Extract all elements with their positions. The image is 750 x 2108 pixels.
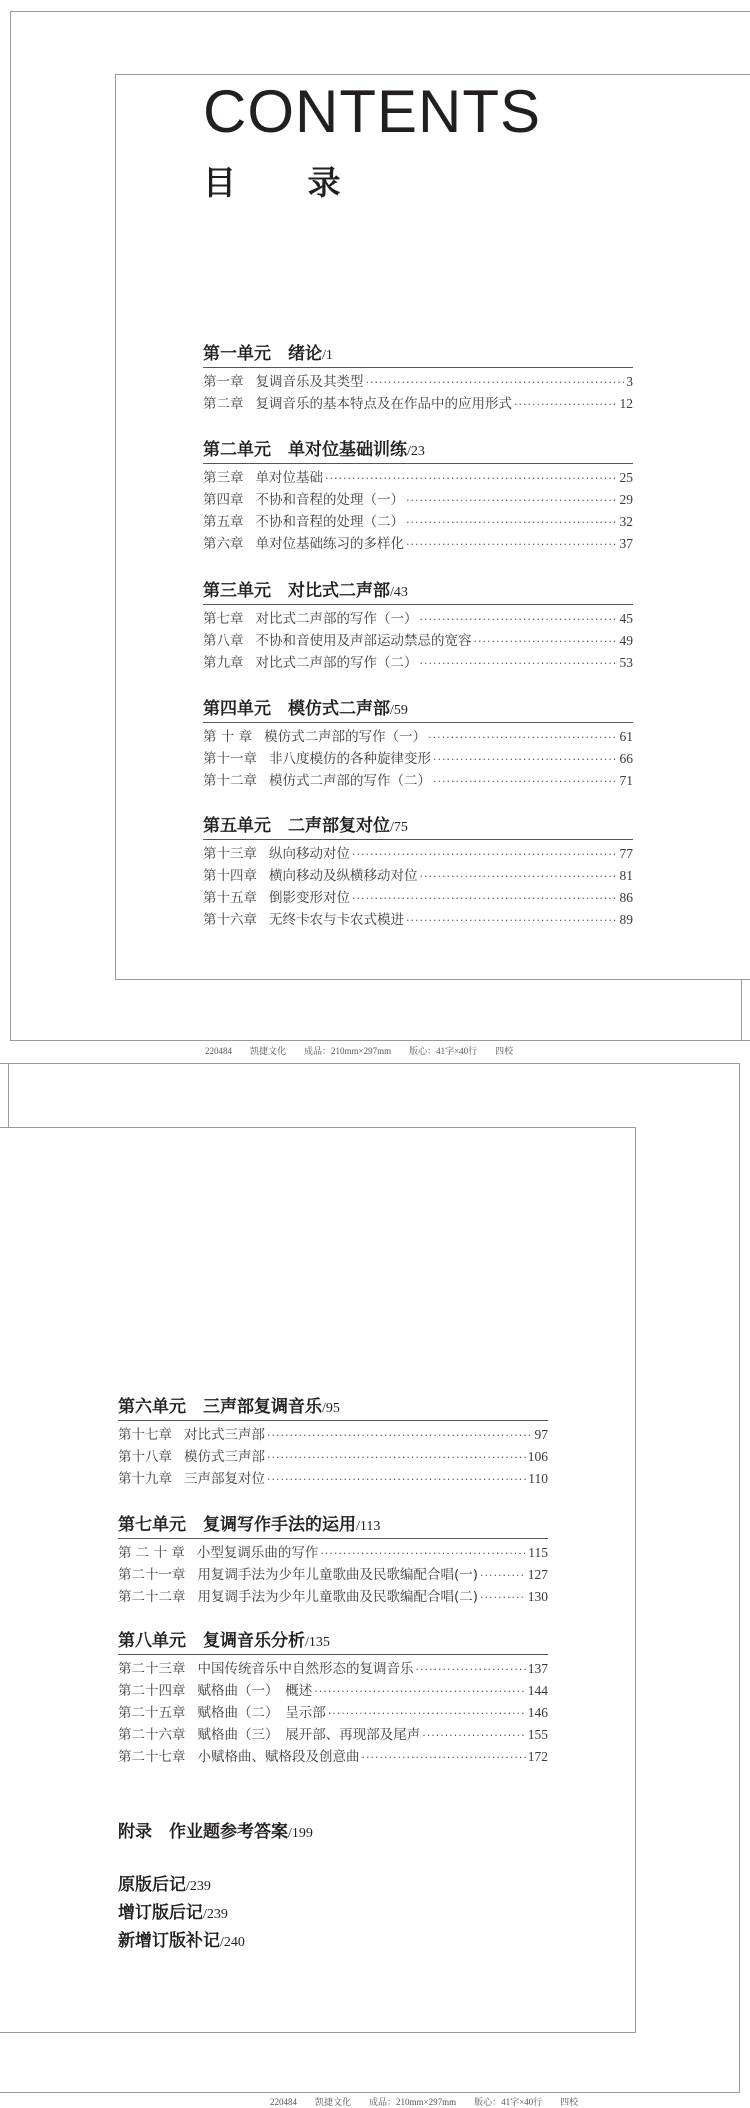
dot-leader [428,727,617,749]
dot-leader [480,1587,526,1609]
extra-page: /199 [288,1826,313,1841]
page2-right-line [739,1063,740,2093]
chapter-number: 第十四章 [203,868,257,884]
unit-page: /59 [390,703,408,718]
unit-label: 第五单元 二声部复对位 [203,816,390,836]
dot-leader [420,653,618,675]
chapter-number: 第二十二章 [118,1589,186,1605]
chapter-title: 模仿式二声部的写作（二） [269,773,431,789]
chapter-number: 第十七章 [118,1427,172,1443]
unit-heading [118,1394,548,1421]
dot-leader [406,512,618,534]
chapter-title: 倒影变形对位 [269,890,350,906]
chapter-page: 130 [527,1589,548,1604]
chapter-page: 144 [527,1683,548,1698]
extra-page: /239 [186,1879,211,1894]
chapter-number: 第四章 [203,492,244,508]
chapter-title: 赋格曲（一） 概述 [197,1683,313,1699]
dot-leader [267,1447,526,1469]
unit-heading [203,813,633,840]
toc-unit [203,578,633,674]
toc-unit [203,813,633,931]
dot-leader [267,1425,533,1447]
chapter-page: 12 [619,396,633,411]
toc-unit [118,1512,548,1608]
unit-heading [118,1628,548,1655]
toc-chapter-row[interactable] [118,1658,548,1680]
chapter-title: 小赋格曲、赋格段及创意曲 [197,1749,360,1765]
unit-page: /113 [356,1519,381,1534]
dot-leader [314,1681,526,1703]
footer-item: 成品：210mm×297mm [369,2097,457,2107]
page1-inner-frame-top [115,74,750,75]
dot-leader [416,1659,526,1681]
unit-heading [203,341,633,368]
unit-heading [118,1512,548,1539]
unit-label: 第二单元 单对位基础训练 [203,440,407,460]
chapter-number: 第八章 [203,633,244,649]
chapter-title: 对比式二声部的写作（一） [255,611,418,627]
chapter-title: 复调音乐的基本特点及在作品中的应用形式 [255,396,512,412]
toc-unit [203,437,633,555]
chapter-page: 49 [619,633,633,648]
extra-page: /240 [220,1935,245,1950]
toc-chapter-row[interactable] [203,770,633,792]
chapter-title: 不协和音使用及声部运动禁忌的宽容 [255,633,472,649]
chapter-page: 115 [528,1545,548,1560]
unit-page: /1 [322,348,333,363]
unit-label: 第七单元 复调写作手法的运用 [118,1515,356,1535]
footer-item: 凯捷文化 [315,2097,352,2107]
dot-leader [328,1703,526,1725]
toc-chapter-row[interactable] [203,843,633,865]
chapter-title: 纵向移动对位 [269,846,350,862]
page1-right-mark [741,980,742,1040]
chapter-number: 第五章 [203,514,244,530]
footer-item: 成品：210mm×297mm [304,1046,392,1056]
unit-page: /23 [407,444,425,459]
toc-chapter-row[interactable] [118,1586,548,1608]
footer-item: 四校 [560,2097,579,2107]
chapter-page: 172 [527,1749,548,1764]
page2-inner-frame-right [635,1127,636,2033]
toc-chapter-row[interactable] [118,1424,548,1446]
toc-chapter-row[interactable] [203,489,633,511]
unit-label: 第六单元 三声部复调音乐 [118,1397,322,1417]
chapter-page: 127 [527,1567,548,1582]
chapter-title: 对比式二声部的写作（二） [255,655,418,671]
toc-chapter-row[interactable] [203,909,633,931]
chapter-number: 第 十 章 [203,729,253,745]
toc-chapter-row[interactable] [118,1564,548,1586]
chapter-title: 赋格曲（三） 展开部、再现部及尾声 [197,1727,421,1743]
chapter-page: 32 [619,514,633,529]
toc-chapter-row[interactable] [203,726,633,748]
chapter-page: 110 [528,1471,548,1486]
unit-page: /135 [305,1635,330,1650]
chapter-number: 第二十一章 [118,1567,186,1583]
footer-item: 220484 [205,1046,232,1056]
dot-leader [474,631,618,653]
page2-footer [270,2095,596,2108]
chapter-number: 第六章 [203,536,244,552]
toc-chapter-row[interactable] [118,1746,548,1768]
unit-page: /75 [390,820,408,835]
appendix-entry [118,1817,313,1842]
page-subtitle: 目 录 [203,163,371,202]
page1-footer [205,1044,531,1057]
chapter-page: 45 [619,611,633,626]
footer-item: 版心：41字×40行 [474,2097,543,2107]
toc-unit [118,1394,548,1490]
chapter-title: 模仿式二声部的写作（一） [264,729,427,745]
page2-left-mark [8,1063,9,1127]
unit-heading [203,437,633,464]
chapter-number: 第十八章 [118,1449,172,1465]
chapter-number: 第十三章 [203,846,257,862]
footer-item: 版心：41字×40行 [409,1046,478,1056]
chapter-page: 61 [619,729,633,744]
extra-label: 原版后记 [118,1875,186,1895]
toc-chapter-row[interactable] [118,1680,548,1702]
toc-chapter-row[interactable] [203,511,633,533]
toc-chapter-row[interactable] [203,393,633,415]
chapter-page: 146 [527,1705,548,1720]
dot-leader [433,749,618,771]
chapter-title: 横向移动及纵横移动对位 [269,868,418,884]
unit-label: 第三单元 对比式二声部 [203,581,390,601]
extra-label: 新增订版补记 [118,1931,220,1951]
page2-inner-frame-top [0,1127,636,1128]
extra-label: 附录 作业题参考答案 [118,1822,288,1842]
chapter-title: 复调音乐及其类型 [255,374,364,390]
chapter-page: 77 [619,846,633,861]
chapter-page: 106 [527,1449,548,1464]
dot-leader [366,372,625,394]
page2-top-line [0,1063,740,1064]
chapter-number: 第三章 [203,470,244,486]
chapter-number: 第二十三章 [118,1661,186,1677]
chapter-page: 155 [527,1727,548,1742]
toc-chapter-row[interactable] [203,630,633,652]
chapter-number: 第十五章 [203,890,257,906]
dot-leader [514,394,618,416]
unit-label: 第四单元 模仿式二声部 [203,699,390,719]
new-revised-note-entry [118,1926,245,1951]
chapter-number: 第十二章 [203,773,257,789]
chapter-number: 第二十六章 [118,1727,186,1743]
page1-inner-frame-left [115,74,116,980]
dot-leader [362,1747,526,1769]
toc-unit [203,341,633,415]
extra-label: 增订版后记 [118,1903,203,1923]
chapter-title: 模仿式三声部 [184,1449,265,1465]
page1-left-line [10,11,11,1041]
chapter-page: 97 [534,1427,548,1442]
dot-leader [406,910,618,932]
chapter-page: 137 [527,1661,548,1676]
dot-leader [406,534,618,556]
toc-chapter-row[interactable] [203,533,633,555]
chapter-page: 3 [626,374,633,389]
chapter-page: 66 [619,751,633,766]
toc-chapter-row[interactable] [203,748,633,770]
chapter-title: 对比式三声部 [184,1427,265,1443]
toc-chapter-row[interactable] [118,1542,548,1564]
extra-page: /239 [203,1907,228,1922]
chapter-number: 第九章 [203,655,244,671]
unit-heading [203,696,633,723]
toc-unit [118,1628,548,1768]
chapter-title: 中国传统音乐中自然形态的复调音乐 [197,1661,414,1677]
footer-item: 凯捷文化 [250,1046,287,1056]
dot-leader [420,609,618,631]
unit-page: /43 [390,585,408,600]
chapter-page: 86 [619,890,633,905]
chapter-title: 不协和音程的处理（一） [255,492,404,508]
chapter-title: 赋格曲（二） 呈示部 [197,1705,326,1721]
unit-page: /95 [322,1401,340,1416]
dot-leader [267,1469,526,1491]
chapter-number: 第七章 [203,611,244,627]
chapter-number: 第二章 [203,396,244,412]
page2-bottom-line [0,2092,740,2093]
unit-label: 第一单元 绪论 [203,344,322,364]
original-afterword-entry [118,1870,211,1895]
chapter-number: 第 二 十 章 [118,1545,185,1561]
toc-chapter-row[interactable] [203,652,633,674]
chapter-number: 第十六章 [203,912,257,928]
chapter-page: 25 [619,470,633,485]
chapter-title: 用复调手法为少年儿童歌曲及民歌编配合唱(一) [197,1567,479,1583]
footer-item: 四校 [495,1046,514,1056]
dot-leader [352,888,618,910]
toc-unit [203,696,633,792]
page1-top-line [10,11,750,12]
dot-leader [433,771,618,793]
toc-chapter-row[interactable] [118,1724,548,1746]
toc-chapter-row[interactable] [203,887,633,909]
chapter-title: 无终卡农与卡农式模进 [269,912,404,928]
chapter-number: 第一章 [203,374,244,390]
chapter-number: 第二十四章 [118,1683,186,1699]
chapter-title: 非八度模仿的各种旋律变形 [269,751,431,767]
chapter-title: 单对位基础 [255,470,323,486]
chapter-number: 第十九章 [118,1471,172,1487]
dot-leader [406,490,618,512]
chapter-title: 三声部复对位 [184,1471,265,1487]
dot-leader [480,1565,526,1587]
page1-inner-frame-bottom [115,979,750,980]
chapter-title: 不协和音程的处理（二） [255,514,404,530]
toc-chapter-row[interactable] [203,467,633,489]
toc-chapter-row[interactable] [118,1702,548,1724]
dot-leader [320,1543,526,1565]
toc-chapter-row[interactable] [118,1468,548,1490]
chapter-title: 用复调手法为少年儿童歌曲及民歌编配合唱(二) [197,1589,479,1605]
dot-leader [422,1725,526,1747]
toc-chapter-row[interactable] [203,371,633,393]
page-title: CONTENTS [203,78,541,145]
toc-chapter-row[interactable] [203,865,633,887]
chapter-page: 89 [619,912,633,927]
chapter-page: 71 [619,773,633,788]
chapter-page: 29 [619,492,633,507]
footer-item: 220484 [270,2097,297,2107]
unit-label: 第八单元 复调音乐分析 [118,1631,305,1651]
toc-chapter-row[interactable] [203,608,633,630]
chapter-title: 单对位基础练习的多样化 [255,536,404,552]
chapter-title: 小型复调乐曲的写作 [196,1545,319,1561]
chapter-number: 第十一章 [203,751,257,767]
page2-inner-frame-bottom [0,2032,636,2033]
chapter-page: 37 [619,536,633,551]
revised-afterword-entry [118,1898,228,1923]
toc-chapter-row[interactable] [118,1446,548,1468]
chapter-number: 第二十七章 [118,1749,186,1765]
unit-heading [203,578,633,605]
page1-bottom-line [10,1040,750,1041]
chapter-page: 81 [619,868,633,883]
dot-leader [420,866,618,888]
dot-leader [325,468,618,490]
chapter-number: 第二十五章 [118,1705,186,1721]
chapter-page: 53 [619,655,633,670]
dot-leader [352,844,618,866]
